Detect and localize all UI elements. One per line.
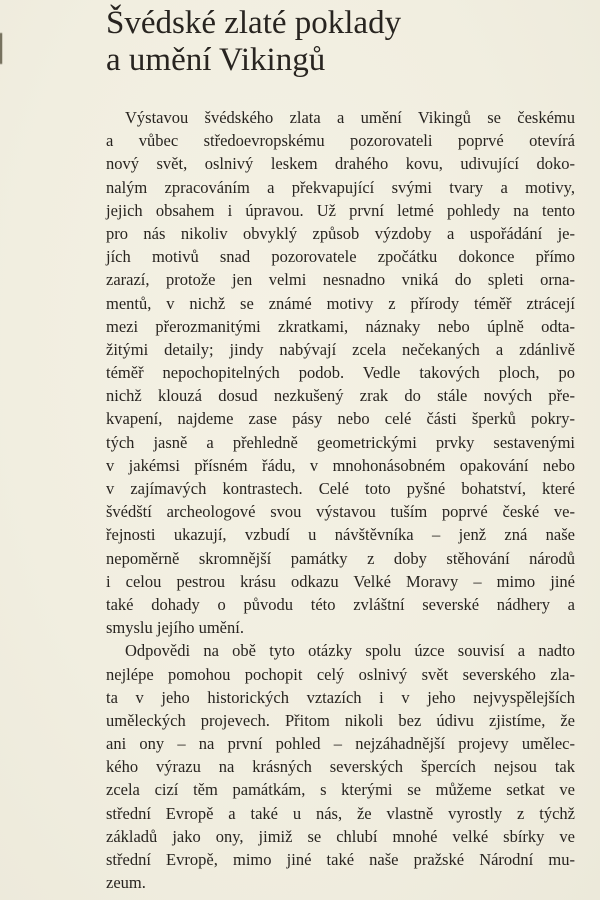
- page-title: [106, 0, 575, 79]
- text-line: střední Evropě a také u nás, že vlastně vyrostly z týchž: [106, 803, 575, 823]
- text-line: ani ony – na první pohled – nejzáhadnější projevy umělec-: [106, 734, 575, 754]
- text-line: řejnosti ukazují, vzbudí u návštěvníka – jenž zná naše: [106, 525, 575, 545]
- text-line: nepoměrně skromnější památky z doby stěhování národů: [106, 548, 575, 568]
- text-line: tých jasně a přehledně geometrickými prvky sestavenými: [106, 432, 575, 452]
- text-line: kvapení, najdeme zase pásy nebo celé části šperků pokry-: [106, 409, 575, 429]
- text-line: základů jako ony, jimiž se chlubí mnohé velké sbírky ve: [106, 826, 575, 846]
- text-line: nalým zpracováním a překvapující svými tvary a motivy,: [106, 177, 575, 197]
- text-line: střední Evropě, mimo jiné také naše pražské Národní mu-: [106, 850, 575, 869]
- text-line: pro nás nikoliv obvyklý způsob výzdoby a uspořádání je-: [106, 223, 575, 243]
- text-line: téměř nepochopitelných podob. Vedle takových ploch, po: [106, 363, 575, 383]
- text-line: Odpovědi na obě tyto otázky spolu úzce souvisí a nadto: [125, 641, 575, 661]
- text-line: v jakémsi přísném řádu, v mnohonásobném opakování nebo: [106, 455, 575, 475]
- text-line: nejlépe pomohou pochopit celý oslnivý svět severského zla-: [106, 664, 575, 684]
- text-line: i celou pestrou krásu odkazu Velké Moravy – mimo jiné: [106, 571, 575, 591]
- body-text: [106, 106, 575, 894]
- text-line: jích motivů snad pozorovatele zpočátku dokonce přímo: [106, 247, 575, 267]
- text-line: uměleckých projevech. Přitom nikoli bez údivu zjistíme, že: [106, 710, 575, 730]
- text-line: smyslu jejího umění.: [106, 618, 244, 638]
- text-line: také dohady o původu této zvláštní severské nádhery a: [106, 594, 575, 614]
- page-title-line-1: Švédské zlaté poklady: [106, 5, 402, 41]
- text-line: nový svět, oslnivý leskem drahého kovu, udivující doko-: [106, 154, 575, 174]
- text-line: zarazí, protože jen velmi nesnadno vniká do spleti orna-: [106, 270, 575, 290]
- page-edge-artifact: [0, 33, 2, 64]
- page-title-line-2: a umění Vikingů: [106, 42, 326, 78]
- text-line: mezi přerozmanitými zkratkami, náznaky nebo úplně odta-: [106, 316, 575, 336]
- text-line: jejich obsahem i úpravou. Už první letmé pohledy na tento: [106, 200, 575, 220]
- text-line: mentů, v nichž se známé motivy z přírody téměř ztrácejí: [106, 293, 575, 313]
- text-line: nichž klouzá dosud nezkušený zrak do stále nových pře-: [106, 386, 575, 406]
- text-line: zcela cizí těm památkám, s kterými se můžeme setkat ve: [106, 780, 575, 800]
- text-line: žitými detaily; jindy nabývají zcela nečekaných a zdánlivě: [106, 339, 575, 359]
- text-line: v zajímavých kontrastech. Celé toto pyšné bohatství, které: [106, 479, 575, 498]
- text-line: švédští archeologové svou výstavou tuším poprvé české ve-: [106, 502, 575, 522]
- text-line: a vůbec středoevropskému pozorovateli poprvé otevírá: [106, 131, 575, 151]
- text-line: ta v jeho historických vztazích i v jeho nejvyspělejších: [106, 687, 575, 707]
- text-line: Výstavou švédského zlata a umění Vikingů se českému: [125, 108, 575, 127]
- text-block: [106, 0, 575, 894]
- text-line: kého výrazu na krásných severských špercích nejsou tak: [106, 757, 575, 777]
- text-line: zeum.: [106, 873, 146, 893]
- paragraph-1: [106, 106, 575, 639]
- paragraph-2: [106, 639, 575, 894]
